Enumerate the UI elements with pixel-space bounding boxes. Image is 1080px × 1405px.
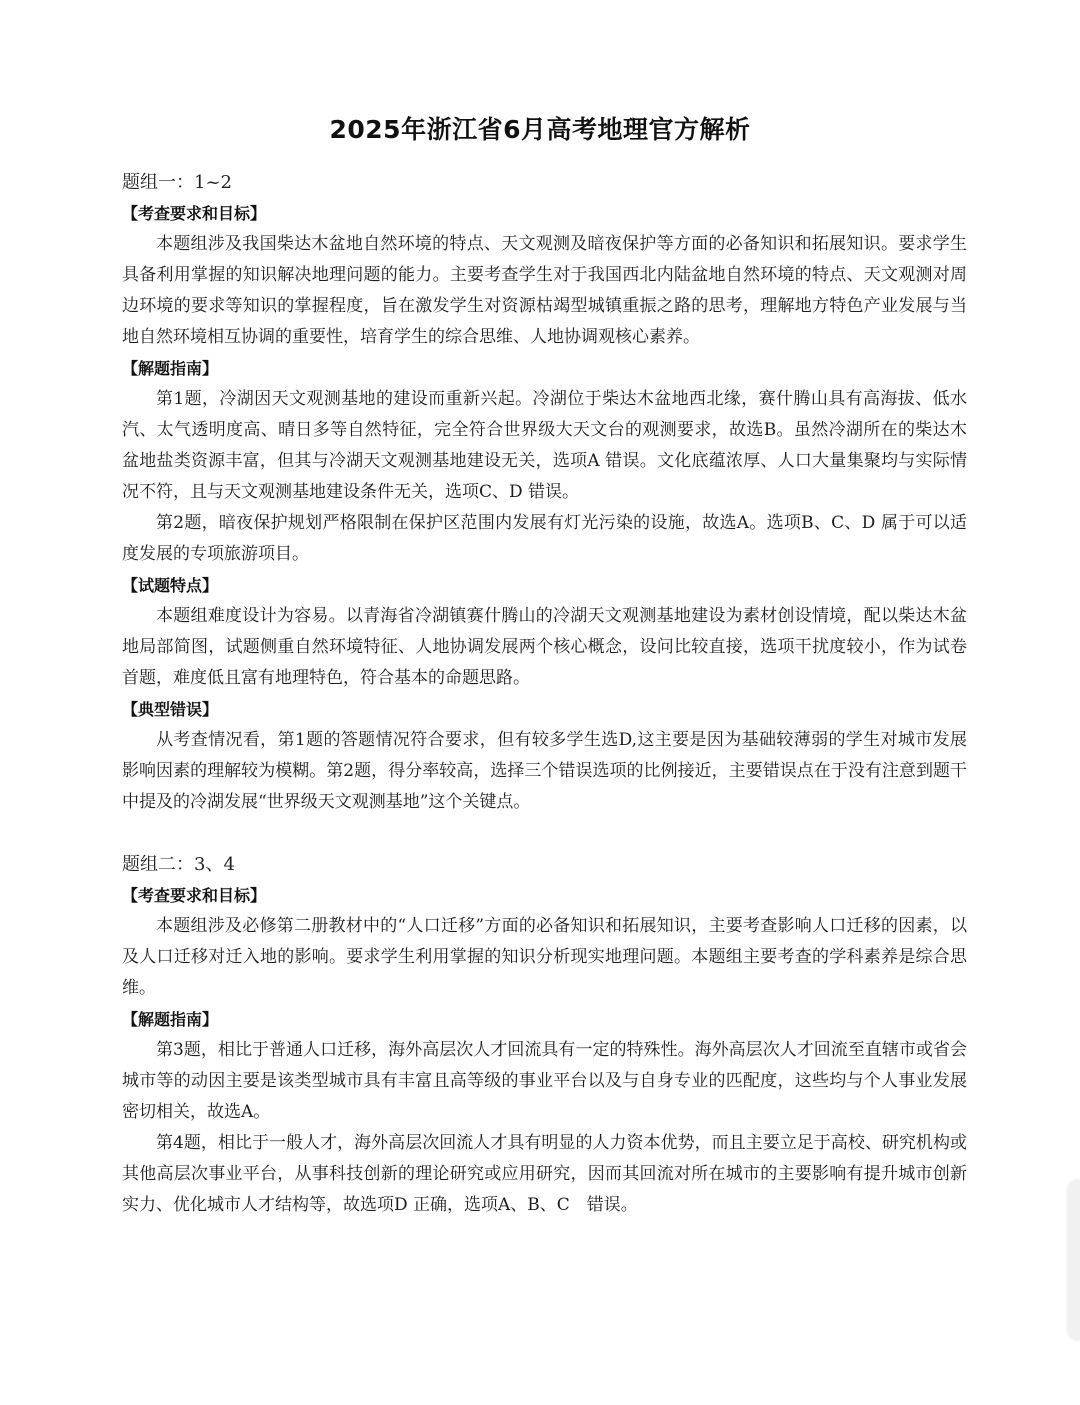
group-spacer xyxy=(122,818,967,850)
section-heading: 【典型错误】 xyxy=(122,700,219,719)
document-body xyxy=(122,168,967,1221)
question-group-1 xyxy=(122,168,967,818)
group-title: 题组一：1~2 xyxy=(122,172,232,193)
section-heading: 【考查要求和目标】 xyxy=(122,886,267,905)
paragraph: 从考查情况看，第1题的答题情况符合要求，但有较多学生选D,这主要是因为基础较薄弱的学生对城市发展影响因素的理解较为模糊。第2题，得分率较高，选择三个错误选项的比例接近，主要错误点在于没有注意到题干中提及的冷湖发展“世界级天文观测基地”这个关键点。 xyxy=(122,730,967,812)
section-heading: 【解题指南】 xyxy=(122,1010,219,1029)
paragraph: 本题组涉及我国柴达木盆地自然环境的特点、天文观测及暗夜保护等方面的必备知识和拓展知识。要求学生具备利用掌握的知识解决地理问题的能力。主要考查学生对于我国西北内陆盆地自然环境的特点、天文观测对周边环境的要求等知识的掌握程度，旨在激发学生对资源枯竭型城镇重振之路的思考，理解地方特色产业发展与当地自然环境相互协调的重要性，培育学生的综合思维、人地协调观核心素养。 xyxy=(122,234,967,347)
paragraph: 本题组涉及必修第二册教材中的“人口迁移”方面的必备知识和拓展知识，主要考查影响人口迁移的因素，以及人口迁移对迁入地的影响。要求学生利用掌握的知识分析现实地理问题。本题组主要考查的学科素养是综合思维。 xyxy=(122,916,967,998)
scroll-handle[interactable] xyxy=(1068,1180,1080,1340)
question-group-2 xyxy=(122,850,967,1221)
paragraph: 第3题，相比于普通人口迁移，海外高层次人才回流具有一定的特殊性。海外高层次人才回流至直辖市或省会城市等的动因主要是该类型城市具有丰富且高等级的事业平台以及与自身专业的匹配度，这些均与个人事业发展密切相关，故选A。 xyxy=(122,1040,967,1122)
section-heading: 【考查要求和目标】 xyxy=(122,204,267,223)
paragraph: 第4题，相比于一般人才，海外高层次回流人才具有明显的人力资本优势，而且主要立足于高校、研究机构或其他高层次事业平台，从事科技创新的理论研究或应用研究，因而其回流对所在城市的主要影响有提升城市创新实力、优化城市人才结构等，故选项D 正确，选项A、B、C 错误。 xyxy=(122,1133,967,1215)
section-heading: 【解题指南】 xyxy=(122,359,219,378)
section-heading: 【试题特点】 xyxy=(122,576,219,595)
page-title: 2025年浙江省6月高考地理官方解析 xyxy=(329,115,751,144)
paragraph: 第2题，暗夜保护规划严格限制在保护区范围内发展有灯光污染的设施，故选A。选项B、C、D 属于可以适度发展的专项旅游项目。 xyxy=(122,513,967,564)
group-title: 题组二：3、4 xyxy=(122,854,235,875)
paragraph: 本题组难度设计为容易。以青海省冷湖镇赛什腾山的冷湖天文观测基地建设为素材创设情境，配以柴达木盆地局部简图，试题侧重自然环境特征、人地协调发展两个核心概念，设问比较直接，选项干扰度较小，作为试卷首题，难度低且富有地理特色，符合基本的命题思路。 xyxy=(122,606,967,688)
paragraph: 第1题，冷湖因天文观测基地的建设而重新兴起。冷湖位于柴达木盆地西北缘，赛什腾山具有高海拔、低水汽、太气透明度高、晴日多等自然特征，完全符合世界级大天文台的观测要求，故选B。虽然冷湖所在的柴达木盆地盐类资源丰富，但其与冷湖天文观测基地建设无关，选项A 错误。文化底蕴浓厚、人口大量集聚均与实际情况不符，且与天文观测基地建设条件无关，选项C、D 错误。 xyxy=(122,389,967,502)
